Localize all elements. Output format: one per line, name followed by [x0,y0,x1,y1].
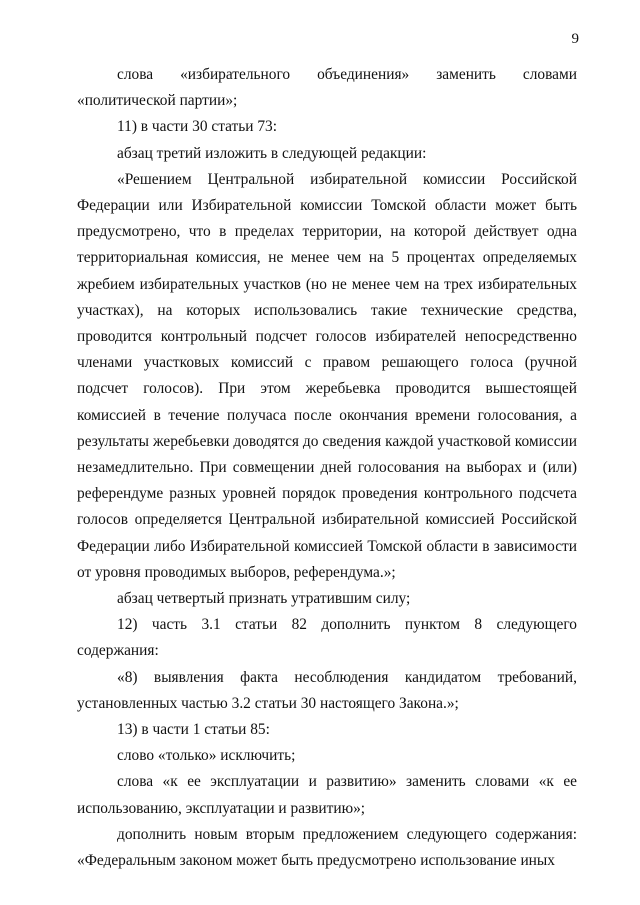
paragraph-third-abzac: абзац третий изложить в следующей редакции: [117,144,427,162]
paragraph-add-second-sentence: дополнить новым вторым предложением следующего содержания: «Федеральным законом может быть предусмотрено использование иных [77,825,577,870]
page-number: 9 [571,31,579,47]
document-body [77,62,577,874]
paragraph-item-13: 13) в части 1 статьи 85: [117,721,270,739]
paragraph-replace-electoral-association: слова «избирательного объединения» заменить словами «политической партии»; [77,66,577,110]
paragraph-replace-words: слова «к ее эксплуатации и развитию» заменить словами «к ее использованию, эксплуатации и развитию»; [77,773,577,817]
paragraph-item-11: 11) в части 30 статьи 73: [117,118,278,136]
paragraph-quoted-new-text: «Решением Центральной избирательной комиссии Российской Федерации или Избирательной комиссии Томской области может быть предусмотрено, что в пределах территории, на которой действует одна территориальная комиссия, не менее чем на 5 процентах определяемых жребием избирательных участков (но не менее чем на трех избирательных участках), на которых использовались такие технические средства, проводится контрольный подсчет голосов избирателей непосредственно членами участковых комиссий с правом решающего голоса (ручной подсчет голосов). При этом жеребьевка проводится вышестоящей комиссией в течение получаса после окончания времени голосования, а результаты жеребьевки доводятся до сведения каждой участковой комиссии незамедлительно. При совмещении дней голосования на выборах и (или) референдуме разных уровней порядок проведения контрольного подсчета голосов определяется Центральной избирательной комиссией Российской Федерации либо Избирательной комиссией Томской области в зависимости от уровня проводимых выборов, референдума.»; [77,170,577,581]
paragraph-item-12: 12) часть 3.1 статьи 82 дополнить пунктом 8 следующего содержания: [77,616,577,660]
paragraph-fourth-abzac-void: абзац четвертый признать утратившим силу; [117,590,411,608]
paragraph-word-only-excluded: слово «только» исключить; [117,747,296,765]
paragraph-quoted-point-8: «8) выявления факта несоблюдения кандидатом требований, установленных частью 3.2 статьи 30 настоящего Закона.»; [77,668,577,712]
